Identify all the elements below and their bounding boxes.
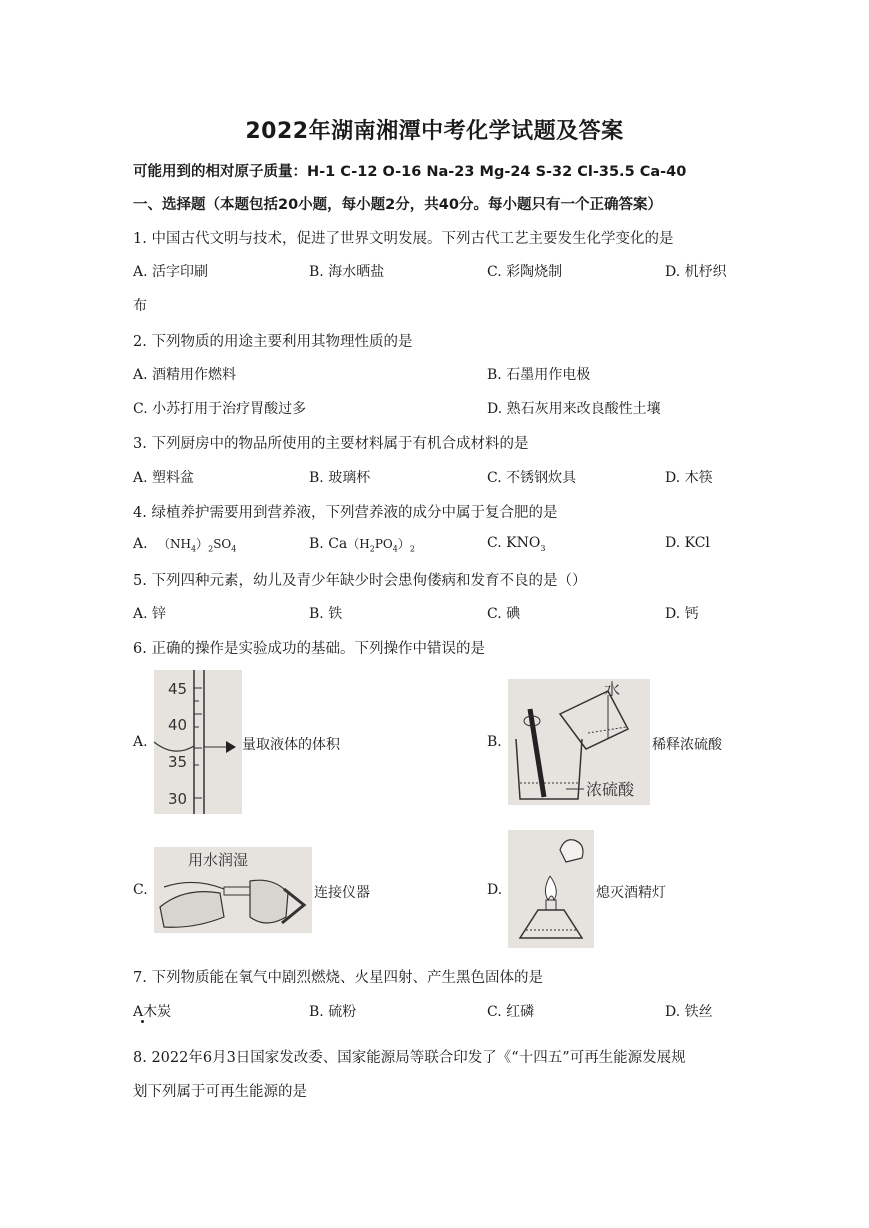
question-8-stem-line1: 8. 2022年6月3日国家发改委、国家能源局等联合印发了《“十四五”可再生能源发展规: [133, 1050, 686, 1066]
q4-option-a-letter: A.: [133, 536, 148, 552]
q1-option-d: D. 机杼织: [665, 264, 727, 280]
q6-option-d-letter: D.: [487, 882, 503, 898]
q7-option-d: D. 铁丝: [665, 1004, 713, 1020]
q7-option-c: C. 红磷: [487, 1004, 535, 1020]
q3-option-a: A. 塑料盆: [133, 470, 195, 486]
scale-40: 40: [168, 716, 188, 734]
q4-option-a: [133, 535, 236, 553]
q4-formula-b: $(H_2PO_4)_2$: [347, 537, 415, 554]
q2-option-a: A. 酒精用作燃料: [133, 367, 237, 383]
q6-caption-c: 连接仪器: [314, 885, 370, 901]
q7-option-a: A木炭: [133, 1004, 172, 1020]
q6-caption-b: 稀释浓硫酸: [652, 737, 722, 753]
q1-option-d-wrap: 布: [133, 298, 147, 314]
q7-option-b: B. 硫粉: [309, 1004, 357, 1020]
q6-option-a-letter: A.: [133, 734, 148, 750]
q2-option-b: B. 石墨用作电极: [487, 367, 591, 383]
q5-option-a: A. 锌: [133, 606, 167, 622]
stray-dot: [141, 1020, 144, 1023]
q6-caption-d: 熄灭酒精灯: [596, 885, 666, 901]
q4-option-b-letter: B. Ca: [309, 536, 348, 552]
connect-tubes-image: [154, 847, 312, 933]
q4-option-b: [309, 535, 415, 553]
q3-option-d: D. 木筷: [665, 470, 713, 486]
q3-option-c: C. 不锈钢炊具: [487, 470, 577, 486]
q6-option-b-letter: B.: [487, 734, 502, 750]
scale-30: 30: [168, 790, 188, 808]
q2-option-c: C. 小苏打用于治疗胃酸过多: [133, 401, 307, 417]
q6-caption-a: 量取液体的体积: [242, 737, 340, 753]
dilute-acid-image: [508, 679, 650, 805]
question-4-stem: 4. 绿植养护需要用到营养液，下列营养液的成分中属于复合肥的是: [133, 505, 558, 521]
q5-option-d: D. 钙: [665, 606, 699, 622]
question-3-stem: 3. 下列厨房中的物品所使用的主要材料属于有机合成材料的是: [133, 436, 529, 452]
q5-option-b: B. 铁: [309, 606, 343, 622]
q4-formula-a: $(NH_4)_2SO_4$: [158, 537, 237, 554]
q5-option-c: C. 碘: [487, 606, 521, 622]
page-title: 2022年湖南湘潭中考化学试题及答案: [245, 119, 624, 144]
scale-35: 35: [168, 753, 188, 771]
q3-option-b: B. 玻璃杯: [309, 470, 371, 486]
q1-option-b: B. 海水晒盐: [309, 264, 385, 280]
scale-45: 45: [168, 680, 188, 698]
graduated-cylinder-image: [154, 670, 242, 814]
water-label: 水: [604, 680, 621, 699]
alcohol-lamp-image: [508, 830, 594, 948]
q2-option-d: D. 熟石灰用来改良酸性土壤: [487, 401, 661, 417]
question-7-stem: 7. 下列物质能在氧气中剧烈燃烧、火星四射、产生黑色固体的是: [133, 970, 543, 986]
question-1-stem: 1. 中国古代文明与技术，促进了世界文明发展。下列古代工艺主要发生化学变化的是: [133, 231, 674, 247]
acid-label: 浓硫酸: [586, 780, 635, 799]
question-6-stem: 6. 正确的操作是实验成功的基础。下列操作中错误的是: [133, 641, 485, 657]
q1-option-a: A. 活字印刷: [133, 264, 209, 280]
section-heading: 一、选择题（本题包括20小题，每小题2分，共40分。每小题只有一个正确答案）: [133, 197, 662, 213]
wet-label: 用水润湿: [188, 851, 249, 869]
question-5-stem: 5. 下列四种元素，幼儿及青少年缺少时会患佝偻病和发育不良的是（）: [133, 573, 587, 589]
q4-option-d: D. KCl: [665, 535, 710, 551]
q4-option-c: C. $KNO_3$: [487, 535, 546, 553]
question-8-stem-line2: 划下列属于可再生能源的是: [133, 1084, 307, 1100]
atomic-masses-note: 可能用到的相对原子质量：H-1 C-12 O-16 Na-23 Mg-24 S-32 Cl-35.5 Ca-40: [133, 164, 687, 180]
q6-option-c-letter: C.: [133, 882, 148, 898]
q1-option-c: C. 彩陶烧制: [487, 264, 563, 280]
question-2-stem: 2. 下列物质的用途主要利用其物理性质的是: [133, 334, 413, 350]
